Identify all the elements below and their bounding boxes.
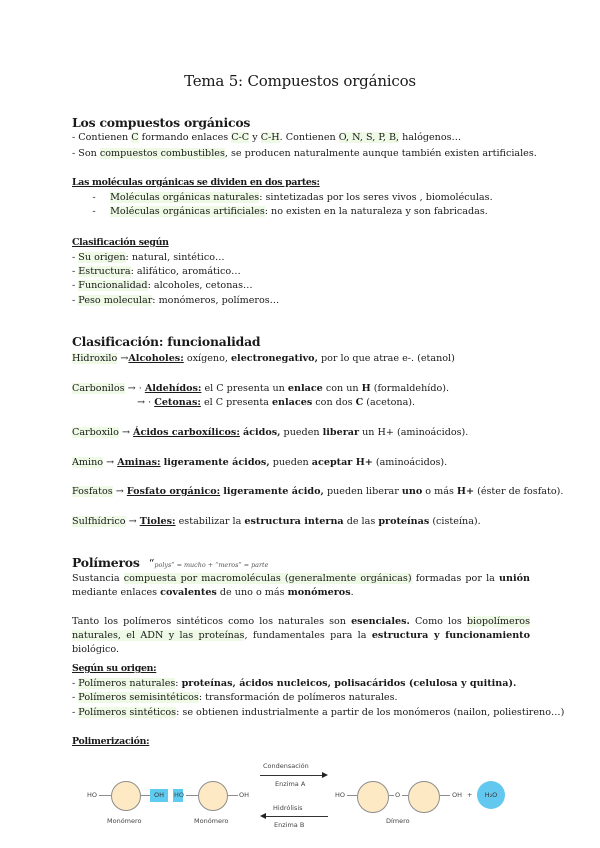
bold-text: covalentes [160,587,217,598]
dimer-label: Dímero [386,817,410,825]
quote-mark: “ [148,557,155,570]
compound-name: Tioles: [139,516,176,527]
group-name: Hidroxilo [72,353,118,364]
text: biológico. [72,644,120,655]
text: - [72,266,79,277]
bold-text: enlaces [271,397,313,408]
bold-text: uno [401,486,423,497]
etymology-note: polys” = mucho + “meros” = parte [154,561,269,569]
paragraph-line [72,147,537,161]
group-name: Fosfatos [72,486,113,497]
highlight-text: Su origen [78,252,126,263]
plus-sign: + [467,791,473,799]
list-item [72,251,225,265]
bond-line [141,795,150,796]
text: un H+ (aminoácidos). [359,427,469,438]
arrow-icon: → [125,516,140,527]
oh-label: OH [452,791,463,799]
text: se obtienen industrialmente a partir de los monómeros (nailon, poliestireno…) [182,707,565,718]
text: Sustancia [72,573,124,584]
text: transformación de polímeros naturales. [205,692,398,703]
section-heading-compuestos: Los compuestos orgánicos [72,115,251,130]
bold-text: enlace [287,383,323,394]
section-heading-polimeros [72,556,268,572]
bold-text: ligeramente ácido, [223,486,324,497]
subheading-segun-origen: Según su origen: [72,663,157,674]
list-item [72,677,516,691]
ho-label: HO [174,791,185,799]
text: (aminoácidos). [372,457,448,468]
arrow-icon: → · [124,383,145,394]
highlight-text: C [131,132,139,143]
text: (éster de fosfato). [474,486,564,497]
text: halógenos… [399,132,462,143]
paragraph [72,572,530,600]
dimer-circle [408,781,440,813]
text: formadas por la [411,573,500,584]
group-name: Sulfhídrico [72,516,126,527]
highlight-text: Polímeros naturales [78,678,176,689]
text: mediante enlaces [72,587,161,598]
highlight-text: O, N, S, P, B, [338,132,400,143]
bold-text: aceptar H+ [311,457,373,468]
highlight-text: C-H [260,132,280,143]
text: - [72,295,79,306]
dimer-circle [357,781,389,813]
bond-line [347,795,357,796]
bold-text: ácidos, [242,427,281,438]
bold-text: ligeramente ácidos, [163,457,270,468]
text: (acetona). [363,397,416,408]
highlight-text: compuestos combustibles [99,148,225,159]
highlight-text: Moléculas orgánicas naturales [110,192,260,203]
highlight-text: compuesta por macromoléculas (generalmente orgánicas) [123,573,412,584]
text: , se producen naturalmente aunque también existen artificiales. [224,148,537,159]
text: (formaldehído). [370,383,450,394]
bond-line [389,795,394,796]
text: : natural, sintético… [125,252,225,263]
text: : alcoholes, cetonas… [147,280,253,291]
bold-text: proteínas, ácidos nucleicos, polisacáridos (celulosa y quitina). [181,678,517,689]
water-molecule: H₂O [477,781,505,809]
compound-name: Ácidos carboxílicos: [133,427,240,438]
functional-group-row [72,352,455,366]
list-item [84,205,488,219]
compound-name: Alcoholes: [128,353,184,364]
text: - [72,707,79,718]
text: o más [422,486,457,497]
text: : no existen en la naturaleza y son fabricadas. [264,206,488,217]
bold-text: estructura interna [244,516,344,527]
text: : [176,707,183,718]
ho-label: HO [335,791,346,799]
highlight-text: Polímeros sintéticos [78,707,177,718]
functional-group-row [72,515,481,529]
bold-text: estructura y funcionamiento [371,630,531,641]
text: . [350,587,354,598]
bold-text: H [361,383,371,394]
page-title: Tema 5: Compuestos orgánicos [184,72,416,90]
paragraph [72,615,530,657]
bold-text: electronegativo, [230,353,318,364]
monomer-label: Monómero [194,817,229,825]
oh-label: OH [239,791,250,799]
o-label: O [395,791,401,799]
highlight-text: biopolímeros naturales, el ADN y las proteínas [72,616,530,641]
highlight-text: Funcionalidad [78,280,148,291]
text: Tanto los polímeros sintéticos como los naturales son [72,616,352,627]
text: Como los [409,616,467,627]
text: (cisteína). [429,516,481,527]
oh-highlight: OH [150,789,168,802]
functional-group-row [72,456,447,470]
compound-name: Cetonas: [154,397,201,408]
arrow-icon: → [117,353,129,364]
text: el C presenta un [201,383,288,394]
bold-text: esenciales. [351,616,410,627]
bold-text: C [355,397,364,408]
enzyme-b-label: Enzima B [274,821,305,829]
text: estabilizar la [175,516,245,527]
hydrolysis-label: Hidrólisis [273,804,303,812]
text: pueden [280,427,323,438]
list-item [72,265,241,279]
subheading-division: Las moléculas orgánicas se dividen en dos partes: [72,177,320,188]
text: - [72,252,79,263]
bold-text: unión [499,573,530,584]
reverse-arrow-line [266,816,328,817]
text: . Contienen [279,132,339,143]
compound-name: Aminas: [117,457,161,468]
text: de uno o más [216,587,288,598]
text: con un [322,383,362,394]
highlight-text: Polímeros semisintéticos [78,692,199,703]
compound-name: Fosfato orgánico: [126,486,221,497]
text: pueden liberar [323,486,402,497]
paragraph-line [72,131,461,145]
text: - [72,692,79,703]
text: - Contienen [72,132,132,143]
arrow-left-icon [260,813,266,819]
list-item [72,279,253,293]
arrow-icon: → [103,457,118,468]
forward-arrow-line [260,775,322,776]
bond-line [186,795,198,796]
text: : [198,692,206,703]
bullet-dash: - [92,206,96,217]
text: : [175,678,182,689]
text: por lo que atrae e-. (etanol) [317,353,455,364]
list-item [72,706,564,720]
bold-text: proteínas [378,516,430,527]
highlight-text: C-C [231,132,250,143]
list-item [72,294,279,308]
functional-group-row [137,396,415,410]
ho-label: HO [87,791,98,799]
functional-group-row [72,426,468,440]
list-item [84,191,493,205]
monomer-circle [198,781,228,811]
text: - Son [72,148,100,159]
compound-name: Aldehídos: [144,383,202,394]
condensation-label: Condensación [263,762,309,770]
bold-text: monómeros [287,587,351,598]
enzyme-a-label: Enzima A [275,780,306,788]
monomer-circle [111,781,141,811]
bond-line [440,795,450,796]
group-name: Carbonilos [72,383,125,394]
text: pueden [269,457,312,468]
arrow-icon: → [112,486,127,497]
subheading-polimerizacion: Polimerización: [72,736,150,747]
text: , fundamentales para la [244,630,372,641]
group-name: Amino [72,457,104,468]
bond-line [99,795,111,796]
text: oxígeno, [183,353,231,364]
arrow-right-icon [322,772,328,778]
arrow-icon: → [118,427,134,438]
text: - [72,280,79,291]
functional-group-row [72,485,563,499]
section-heading-funcionalidad: Clasificación: funcionalidad [72,334,261,349]
bold-text: liberar [322,427,360,438]
text: : sintetizadas por los seres vivos , biomoléculas. [259,192,493,203]
polymerization-diagram [72,757,532,848]
text: : monómeros, polímeros… [152,295,280,306]
arrow-icon: → · [137,397,155,408]
highlight-text: Peso molecular [78,295,153,306]
text: de las [343,516,379,527]
subheading-clasificacion: Clasificación según [72,237,169,248]
text: el C presenta [200,397,272,408]
text: - [72,678,79,689]
group-name: Carboxilo [72,427,119,438]
monomer-label: Monómero [107,817,142,825]
functional-group-row [72,382,449,396]
text: con dos [312,397,356,408]
bold-text: H+ [456,486,475,497]
list-item [72,691,398,705]
heading-text: Polímeros [72,555,140,570]
text: : alifático, aromático… [130,266,241,277]
text: formando enlaces [138,132,232,143]
bullet-dash: - [92,192,96,203]
highlight-text: Estructura [78,266,131,277]
text: y [249,132,261,143]
bond-line [228,795,238,796]
highlight-text: Moléculas orgánicas artificiales [110,206,265,217]
